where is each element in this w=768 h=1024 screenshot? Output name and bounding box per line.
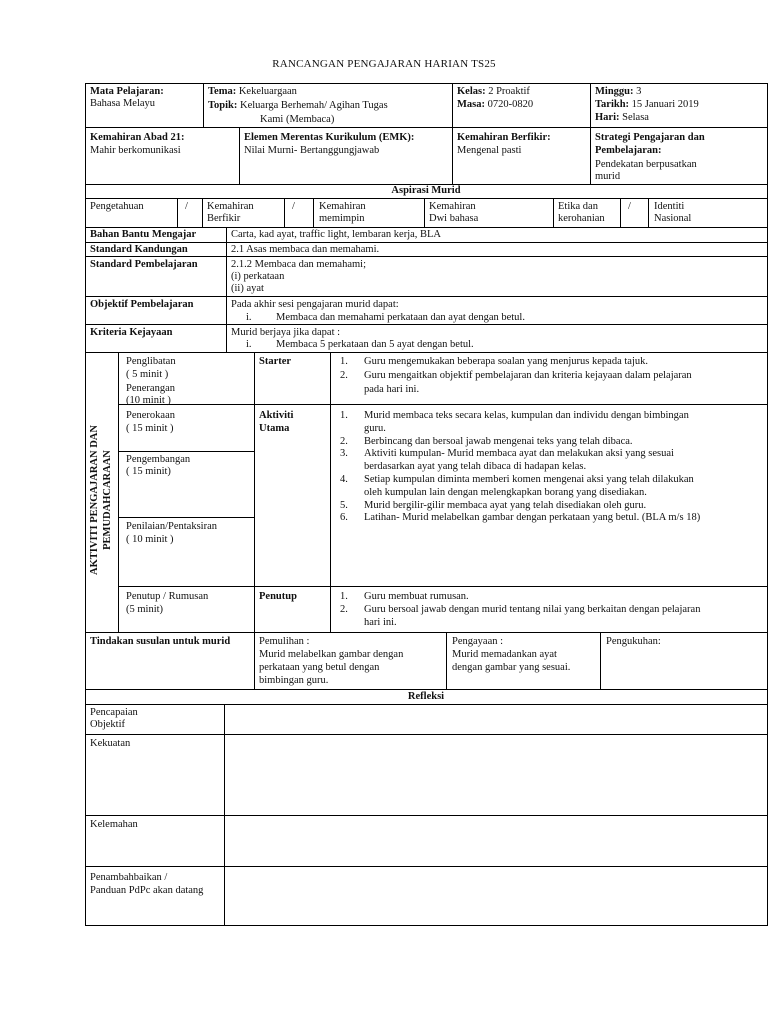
pemulihan-label: Pemulihan : <box>259 636 310 647</box>
aspirasi-kemahiran-berfikir-2: Berfikir <box>207 213 241 224</box>
emk-label: Elemen Merentas Kurikulum (EMK): <box>244 132 415 143</box>
list-item-number: 2. <box>340 604 348 615</box>
kemahiran-berfikir-label: Kemahiran Berfikir: <box>457 132 551 143</box>
kelas-label: Kelas: <box>457 86 486 97</box>
list-item <box>340 512 700 524</box>
aspirasi-etika-2: kerohanian <box>558 213 605 224</box>
emk-value: Nilai Murni- Bertanggungjawab <box>244 145 380 156</box>
list-item <box>340 604 700 616</box>
pemulihan-line-3: bimbingan guru. <box>259 675 329 686</box>
objektif-item: Membaca dan memahami perkataan dan ayat dengan betul. <box>276 312 525 323</box>
kelas-value: 2 Proaktif <box>488 86 530 97</box>
aktiviti-side-line-2: PEMUDAHCARAAN <box>102 450 113 550</box>
tema-label: Tema: <box>208 86 237 97</box>
penutup-rumusan-label: Penutup / Rumusan <box>126 591 209 602</box>
list-item <box>340 500 646 512</box>
list-item <box>340 591 469 603</box>
bbm-label: Bahan Bantu Mengajar <box>90 229 197 240</box>
list-item-text: Murid bergilir-gilir membaca ayat yang telah disediakan oleh guru. <box>364 499 647 511</box>
strategi-value: Pendekatan berpusatkan <box>595 159 697 170</box>
list-item <box>340 370 692 382</box>
list-item-number: 1. <box>340 356 348 367</box>
aktiviti-utama-label: Aktiviti <box>259 410 294 421</box>
aspirasi-pengetahuan-mark: / <box>185 201 188 212</box>
list-item-text: guru. <box>364 422 386 434</box>
topik-field <box>208 100 388 112</box>
penerangan-duration: (10 minit ) <box>126 395 171 406</box>
pengayaan-label: Pengayaan : <box>452 636 504 647</box>
aktiviti-utama-label-2: Utama <box>259 423 290 434</box>
standard-pembelajaran-label: Standard Pembelajaran <box>90 259 198 270</box>
kekuatan-label: Kekuatan <box>90 738 131 749</box>
aspirasi-dwi-bahasa-2: Dwi bahasa <box>429 213 479 224</box>
pemulihan-line-1: Murid melabelkan gambar dengan <box>259 649 404 660</box>
standard-pembelajaran-ayat: (ii) ayat <box>231 283 264 294</box>
list-item <box>340 617 397 629</box>
penutup-rumusan-duration: (5 minit) <box>126 604 164 615</box>
strategi-label-continued: Pembelajaran: <box>595 145 662 156</box>
aktiviti-side-line-1: AKTIVITI PENGAJARAN DAN <box>89 425 100 575</box>
kriteria-number: i. <box>246 339 252 350</box>
list-item <box>340 423 386 435</box>
standard-pembelajaran-perkataan: (i) perkataan <box>231 271 285 282</box>
pengukuhan-label: Pengukuhan: <box>606 636 661 647</box>
aspirasi-dwi-bahasa: Kemahiran <box>429 201 476 212</box>
list-item-text: berdasarkan ayat yang telah dibaca di hadapan kelas. <box>364 461 587 473</box>
list-item <box>340 487 647 499</box>
list-item-text: Guru membuat rumusan. <box>364 591 469 602</box>
tema-field <box>208 86 297 98</box>
hari-value: Selasa <box>622 112 649 123</box>
list-item-number: 3. <box>340 448 348 460</box>
aspirasi-kemahiran-memimpin: Kemahiran <box>319 201 366 212</box>
list-item <box>340 384 419 396</box>
standard-kandungan-value: 2.1 Asas membaca dan memahami. <box>231 244 380 255</box>
list-item-text: Aktiviti kumpulan- Murid membaca ayat dan melakukan aksi yang sesuai <box>364 448 674 460</box>
aspirasi-kemahiran-memimpin-2: memimpin <box>319 213 365 224</box>
kriteria-intro: Murid berjaya jika dapat : <box>231 327 341 338</box>
pengembangan-label: Pengembangan <box>126 454 191 465</box>
aspirasi-etika: Etika dan <box>558 201 598 212</box>
aspirasi-etika-mark: / <box>628 201 631 212</box>
list-item-text: Guru mengaitkan objektif pembelajaran dan kriteria kejayaan dalam pelajaran <box>364 370 692 381</box>
masa-label: Masa: <box>457 99 485 110</box>
minggu-label: Minggu: <box>595 86 634 97</box>
objektif-label: Objektif Pembelajaran <box>90 299 194 310</box>
list-item-text: oleh kumpulan lain dengan melengkapkan borang yang disediakan. <box>364 486 647 498</box>
aspirasi-berfikir-mark: / <box>292 201 295 212</box>
pengayaan-line-2: dengan gambar yang sesuai. <box>452 662 571 673</box>
list-item-number: 4. <box>340 474 348 485</box>
masa-value: 0720-0820 <box>487 99 534 110</box>
penutup-label: Penutup <box>259 591 297 602</box>
penglibatan-label: Penglibatan <box>126 356 176 367</box>
list-item <box>340 461 586 473</box>
penglibatan-duration: ( 5 minit ) <box>126 369 169 380</box>
mata-pelajaran-value: Bahasa Melayu <box>90 98 156 109</box>
list-item <box>340 474 694 486</box>
kriteria-label: Kriteria Kejayaan <box>90 327 173 338</box>
kemahiran-abad-value: Mahir berkomunikasi <box>90 145 181 156</box>
list-item-number: 2. <box>340 435 348 447</box>
standard-pembelajaran-value: 2.1.2 Membaca dan memahami; <box>231 259 366 270</box>
penilaian-duration: ( 10 minit ) <box>126 534 174 545</box>
aspirasi-kemahiran-berfikir: Kemahiran <box>207 201 254 212</box>
list-item-text: Murid membaca teks secara kelas, kumpulan dan individu dengan bimbingan <box>364 410 689 421</box>
pemulihan-line-2: perkataan yang betul dengan <box>259 662 380 673</box>
topik-value: Keluarga Berhemah/ Agihan Tugas <box>240 100 388 111</box>
minggu-value: 3 <box>636 86 642 97</box>
list-item <box>340 356 648 368</box>
tindakan-susulan-label: Tindakan susulan untuk murid <box>90 636 231 647</box>
aktiviti-side-heading <box>76 380 126 620</box>
aspirasi-pengetahuan: Pengetahuan <box>90 201 144 212</box>
aspirasi-identiti-2: Nasional <box>654 213 692 224</box>
kemahiran-abad-label: Kemahiran Abad 21: <box>90 132 185 143</box>
pengayaan-line-1: Murid memadankan ayat <box>452 649 557 660</box>
starter-label: Starter <box>259 356 292 367</box>
penerokaan-duration: ( 15 minit ) <box>126 423 174 434</box>
list-item-text: Setiap kumpulan diminta memberi komen mengenai aksi yang telah dilakukan <box>364 474 694 485</box>
list-item-number: 5. <box>340 499 348 511</box>
list-item-text: Latihan- Murid melabelkan gambar dengan perkataan yang betul. (BLA m/s 18) <box>364 512 701 524</box>
aspirasi-heading: Aspirasi Murid <box>391 185 461 196</box>
list-item <box>340 436 633 448</box>
aspirasi-identiti: Identiti <box>654 201 685 212</box>
topik-label: Topik: <box>208 100 238 111</box>
penerokaan-label: Penerokaan <box>126 410 175 421</box>
strategi-label: Strategi Pengajaran dan <box>595 132 705 143</box>
kelas-field <box>457 86 530 98</box>
tarikh-field <box>595 99 699 111</box>
kemahiran-berfikir-value: Mengenal pasti <box>457 145 522 156</box>
list-item-text: pada hari ini. <box>364 384 420 395</box>
objektif-intro: Pada akhir sesi pengajaran murid dapat: <box>231 299 399 310</box>
topik-value-continued: Kami (Membaca) <box>260 114 335 125</box>
masa-field <box>457 99 533 111</box>
standard-kandungan-label: Standard Kandungan <box>90 244 188 255</box>
minggu-field <box>595 86 641 98</box>
penerangan-label: Penerangan <box>126 383 175 394</box>
list-item-number: 1. <box>340 410 348 421</box>
pencapaian-label: Pencapaian <box>90 707 138 718</box>
tarikh-value: 15 Januari 2019 <box>631 99 699 110</box>
pengembangan-duration: ( 15 minit) <box>126 466 171 477</box>
document-title: RANCANGAN PENGAJARAN HARIAN TS25 <box>272 58 496 70</box>
refleksi-heading: Refleksi <box>407 691 445 702</box>
tarikh-label: Tarikh: <box>595 99 630 110</box>
list-item-text: Guru bersoal jawab dengan murid tentang nilai yang berkaitan dengan pelajaran <box>364 604 701 615</box>
mata-pelajaran-label: Mata Pelajaran: <box>90 86 164 97</box>
strategi-value-continued: murid <box>595 171 621 182</box>
list-item-text: hari ini. <box>364 617 397 628</box>
hari-field <box>595 112 649 124</box>
penambahbaikan-label-2: Panduan PdPc akan datang <box>90 885 204 896</box>
list-item-number: 6. <box>340 512 348 524</box>
list-item-text: Berbincang dan bersoal jawab mengenai teks yang telah dibaca. <box>364 435 633 447</box>
list-item-text: Guru mengemukakan beberapa soalan yang menjurus kepada tajuk. <box>364 356 648 367</box>
tema-value: Kekeluargaan <box>238 86 297 97</box>
pencapaian-label-2: Objektif <box>90 719 125 730</box>
list-item-number: 2. <box>340 370 348 381</box>
list-item-number: 1. <box>340 591 348 602</box>
kriteria-item: Membaca 5 perkataan dan 5 ayat dengan betul. <box>276 339 474 350</box>
bbm-value: Carta, kad ayat, traffic light, lembaran kerja, BLA <box>231 229 442 240</box>
kelemahan-label: Kelemahan <box>90 819 138 830</box>
list-item <box>340 410 689 422</box>
hari-label: Hari: <box>595 112 620 123</box>
list-item <box>340 448 674 460</box>
penambahbaikan-label: Penambahbaikan / <box>90 872 168 883</box>
objektif-number: i. <box>246 312 252 323</box>
penilaian-label: Penilaian/Pentaksiran <box>126 521 217 532</box>
